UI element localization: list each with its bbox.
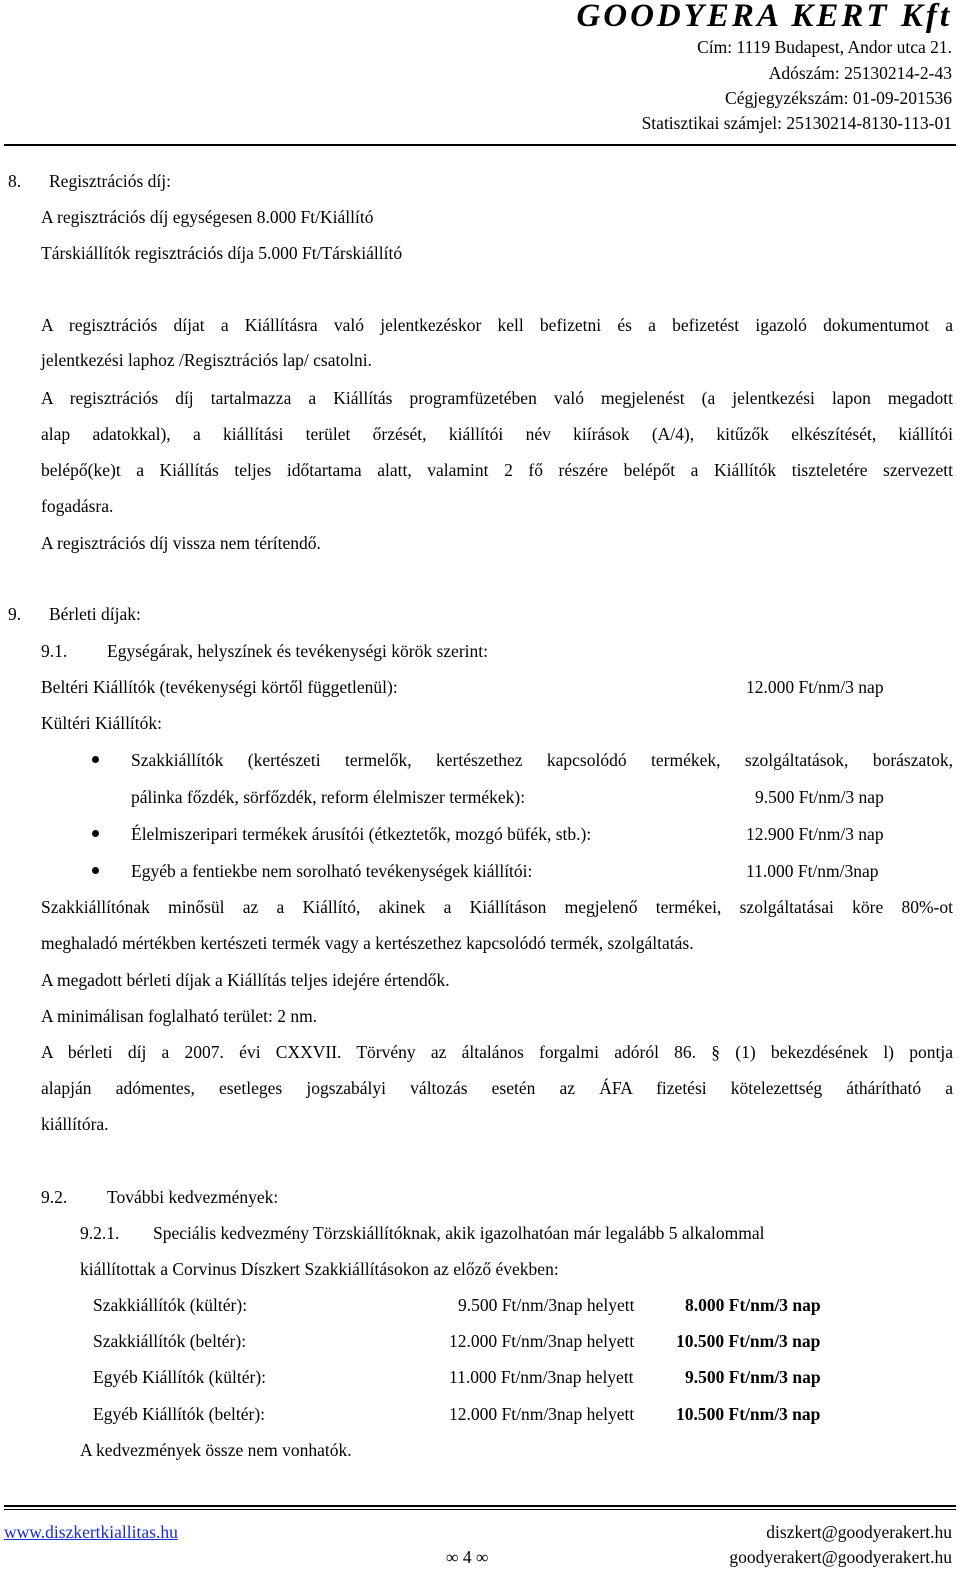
section-8-number: 8. [8,171,22,191]
discount-old-price: 12.000 Ft/nm/3nap helyett [449,1404,635,1424]
vat-note-line3: kiállítóra. [41,1114,109,1134]
discount-label: Szakkiállítók (beltér): [93,1331,247,1351]
outdoor-food-label: Élelmiszeripari termékek árusítói (étkeztetők, mozgó büfék, stb.): [131,824,592,844]
page-number-block [446,1547,488,1567]
indoor-exhibitors-label: Beltéri Kiállítók (tevékenységi körtől függetlenül): [41,677,398,697]
bullet-icon [92,756,99,763]
footer-divider-thin [4,1509,956,1510]
reg-payment-paragraph-line1: A regisztrációs díjat a Kiállításra való jelentkezéskor kell befizetni és a befizetést igazoló dokumentumot a [41,315,953,335]
outdoor-specialist-line1: Szakkiállítók (kertészeti termelők, kertészethez kapcsolódó termékek, szolgáltatások, borászatok, [131,750,953,770]
reg-includes-line2: alap adatokkal), a kiállítási terület őrzését, kiállítói név kiírások (A/4), kitűzők elkészítését, kiállítói [41,424,953,444]
section-9-2-1-number: 9.2.1. [80,1223,120,1243]
page-number: 4 [462,1547,472,1567]
header-divider [4,144,956,146]
outdoor-other-price: 11.000 Ft/nm/3nap [746,861,879,881]
email-diszkert[interactable]: diszkert@goodyerakert.hu [766,1522,952,1542]
tax-number: Adószám: 25130214-2-43 [768,63,952,83]
discount-old-price: 11.000 Ft/nm/3nap helyett [449,1367,634,1387]
outdoor-food-price: 12.900 Ft/nm/3 nap [746,824,884,844]
reg-non-refundable: A regisztrációs díj vissza nem térítendő. [41,533,321,553]
specialist-definition-line1: Szakkiállítónak minősül az a Kiállító, akinek a Kiállításon megjelenő termékei, szolgáltatásai köre 80%-ot [41,897,953,917]
discount-new-price: 10.500 Ft/nm/3 nap [676,1404,821,1424]
registry-number: Cégjegyzékszám: 01-09-201536 [725,88,952,108]
discount-label: Egyéb Kiállítók (kültér): [93,1367,267,1387]
reg-payment-paragraph-line2: jelentkezési laphoz /Regisztrációs lap/ csatolni. [41,350,372,370]
section-9-2-title: További kedvezmények: [107,1187,279,1207]
section-9-1-title: Egységárak, helyszínek és tevékenységi körök szerint: [107,641,488,661]
reg-fee-line: A regisztrációs díj egységesen 8.000 Ft/Kiállító [41,207,374,227]
bullet-icon [92,830,99,837]
indoor-exhibitors-price: 12.000 Ft/nm/3 nap [746,677,884,697]
co-exhibitor-fee-line: Társkiállítók regisztrációs díja 5.000 Ft/Társkiállító [41,243,403,263]
discounts-not-combinable: A kedvezmények össze nem vonhatók. [80,1440,352,1460]
company-logo: GOODYERA KERT Kft [576,0,952,34]
ornament-left-icon: ∞ [446,1547,459,1567]
discount-old-price: 9.500 Ft/nm/3nap helyett [458,1295,635,1315]
specialist-definition-line2: meghaladó mértékben kertészeti termék vagy a kertészethez kapcsolódó termék, szolgáltatás. [41,933,694,953]
minimum-area-note: A minimálisan foglalható terület: 2 nm. [41,1006,318,1026]
bullet-icon [92,867,99,874]
outdoor-exhibitors-label: Kültéri Kiállítók: [41,713,163,733]
email-goodyerakert[interactable]: goodyerakert@goodyerakert.hu [729,1547,952,1567]
rental-period-note: A megadott bérleti díjak a Kiállítás teljes idejére értendők. [41,970,450,990]
outdoor-other-label: Egyéb a fentiekbe nem sorolható tevékenységek kiállítói: [131,861,533,881]
outdoor-specialist-price: 9.500 Ft/nm/3 nap [755,787,884,807]
section-9-number: 9. [8,604,22,624]
discount-label: Egyéb Kiállítók (beltér): [93,1404,266,1424]
discount-new-price: 10.500 Ft/nm/3 nap [676,1331,821,1351]
vat-note-line1: A bérleti díj a 2007. évi CXXVII. Törvény az általános forgalmi adóról 86. § (1) bekezdésének l) pontja [41,1042,953,1062]
loyalty-discount-line1: Speciális kedvezmény Törzskiállítóknak, akik igazolhatóan már legalább 5 alkalommal [153,1223,765,1243]
discount-new-price: 9.500 Ft/nm/3 nap [685,1367,821,1387]
reg-includes-line1: A regisztrációs díj tartalmazza a Kiállítás programfüzetében való megjelenést (a jelentkezési lapon megadott [41,388,953,408]
loyalty-discount-line2: kiállítottak a Corvinus Díszkert Szakkiállításokon az előző években: [80,1259,559,1279]
section-9-title: Bérleti díjak: [49,604,141,624]
outdoor-specialist-line2: pálinka főzdék, sörfőzdék, reform élelmiszer termékek): [131,787,526,807]
section-9-2-number: 9.2. [41,1187,68,1207]
section-8-title: Regisztrációs díj: [49,171,171,191]
reg-includes-line4: fogadásra. [41,496,114,516]
discount-label: Szakkiállítók (kültér): [93,1295,248,1315]
vat-note-line2: alapján adómentes, esetleges jogszabályi változás esetén az ÁFA fizetési kötelezettség áthárítható a [41,1078,953,1098]
company-address: Cím: 1119 Budapest, Andor utca 21. [697,37,952,57]
discount-old-price: 12.000 Ft/nm/3nap helyett [449,1331,635,1351]
ornament-right-icon: ∞ [475,1547,489,1567]
section-9-1-number: 9.1. [41,641,68,661]
statistical-code: Statisztikai számjel: 25130214-8130-113-01 [641,113,952,133]
reg-includes-line3: belépő(ke)t a Kiállítás teljes időtartama alatt, valamint 2 fő részére belépőt a Kiállítók tiszteletére szervezett [41,460,953,480]
footer-divider [4,1505,956,1507]
website-link[interactable]: www.diszkertkiallitas.hu [4,1522,178,1542]
discount-new-price: 8.000 Ft/nm/3 nap [685,1295,821,1315]
